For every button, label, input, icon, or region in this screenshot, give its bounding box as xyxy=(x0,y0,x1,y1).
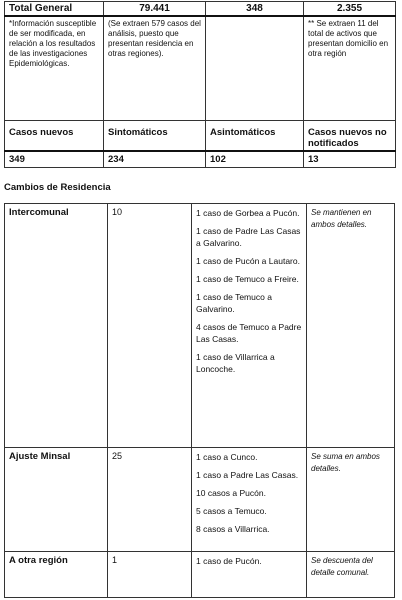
total-general-value: 79.441 xyxy=(104,2,206,17)
detail-line: 1 caso de Villarrica a Loncoche. xyxy=(196,352,275,374)
detail-line: 1 caso de Pucón. xyxy=(196,556,262,566)
summary-header-row xyxy=(5,2,396,17)
asymptomatic-value: 102 xyxy=(206,151,304,168)
note-cell-4: ** Se extraen 11 del total de activos que presentan domicilio en otra región xyxy=(304,16,396,120)
count-cell: 25 xyxy=(108,448,192,552)
count-cell: 1 xyxy=(108,552,192,598)
detail-line: 1 caso de Padre Las Casas a Galvarino. xyxy=(196,226,301,248)
detail-line: 1 caso de Temuco a Freire. xyxy=(196,274,299,284)
details-cell xyxy=(192,448,307,552)
total-general-label: Total General xyxy=(5,2,104,17)
new-cases-label: Casos nuevos xyxy=(5,120,104,151)
detail-line: 4 casos de Temuco a Padre Las Casas. xyxy=(196,322,302,344)
summary-notes-row xyxy=(5,16,396,120)
details-cell xyxy=(192,552,307,598)
category-cell: Intercomunal xyxy=(5,204,108,448)
note-cell-3 xyxy=(206,16,304,120)
table-row xyxy=(5,448,395,552)
category-cell: Ajuste Minsal xyxy=(5,448,108,552)
new-cases-value: 349 xyxy=(5,151,104,168)
table-row xyxy=(5,204,395,448)
other-value: 2.355 xyxy=(304,2,396,17)
detail-line: 8 casos a Villarrica. xyxy=(196,524,270,534)
summary-table xyxy=(4,1,396,168)
detail-line: 1 caso de Pucón a Lautaro. xyxy=(196,256,300,266)
note-cell: Se descuenta del detalle comunal. xyxy=(307,552,395,598)
unreported-label: Casos nuevos no notificados xyxy=(304,120,396,151)
note-cell-2: (Se extraen 579 casos del análisis, puesto que presentan residencia en otras regiones). xyxy=(104,16,206,120)
detail-line: 1 caso a Cunco. xyxy=(196,452,258,462)
table-row xyxy=(5,552,395,598)
detail-line: 10 casos a Pucón. xyxy=(196,488,266,498)
category-cell: A otra región xyxy=(5,552,108,598)
section-title: Cambios de Residencia xyxy=(4,182,111,193)
cases-label-row xyxy=(5,120,396,151)
cases-value-row xyxy=(5,151,396,168)
unreported-value: 13 xyxy=(304,151,396,168)
symptomatic-label: Sintomáticos xyxy=(104,120,206,151)
detail-line: 1 caso de Gorbea a Pucón. xyxy=(196,208,300,218)
active-cases-value: 348 xyxy=(206,2,304,17)
detail-line: 1 caso de Temuco a Galvarino. xyxy=(196,292,272,314)
note-cell-1: *Información susceptible de ser modificada, en relación a los resultados de las investigaciones Epidemiológicas. xyxy=(5,16,104,120)
details-cell xyxy=(192,204,307,448)
detail-line: 5 casos a Temuco. xyxy=(196,506,267,516)
residence-table xyxy=(4,203,395,598)
asymptomatic-label: Asintomáticos xyxy=(206,120,304,151)
count-cell: 10 xyxy=(108,204,192,448)
detail-line: 1 caso a Padre Las Casas. xyxy=(196,470,299,480)
note-cell: Se suma en ambos detalles. xyxy=(307,448,395,552)
note-cell: Se mantienen en ambos detalles. xyxy=(307,204,395,448)
symptomatic-value: 234 xyxy=(104,151,206,168)
